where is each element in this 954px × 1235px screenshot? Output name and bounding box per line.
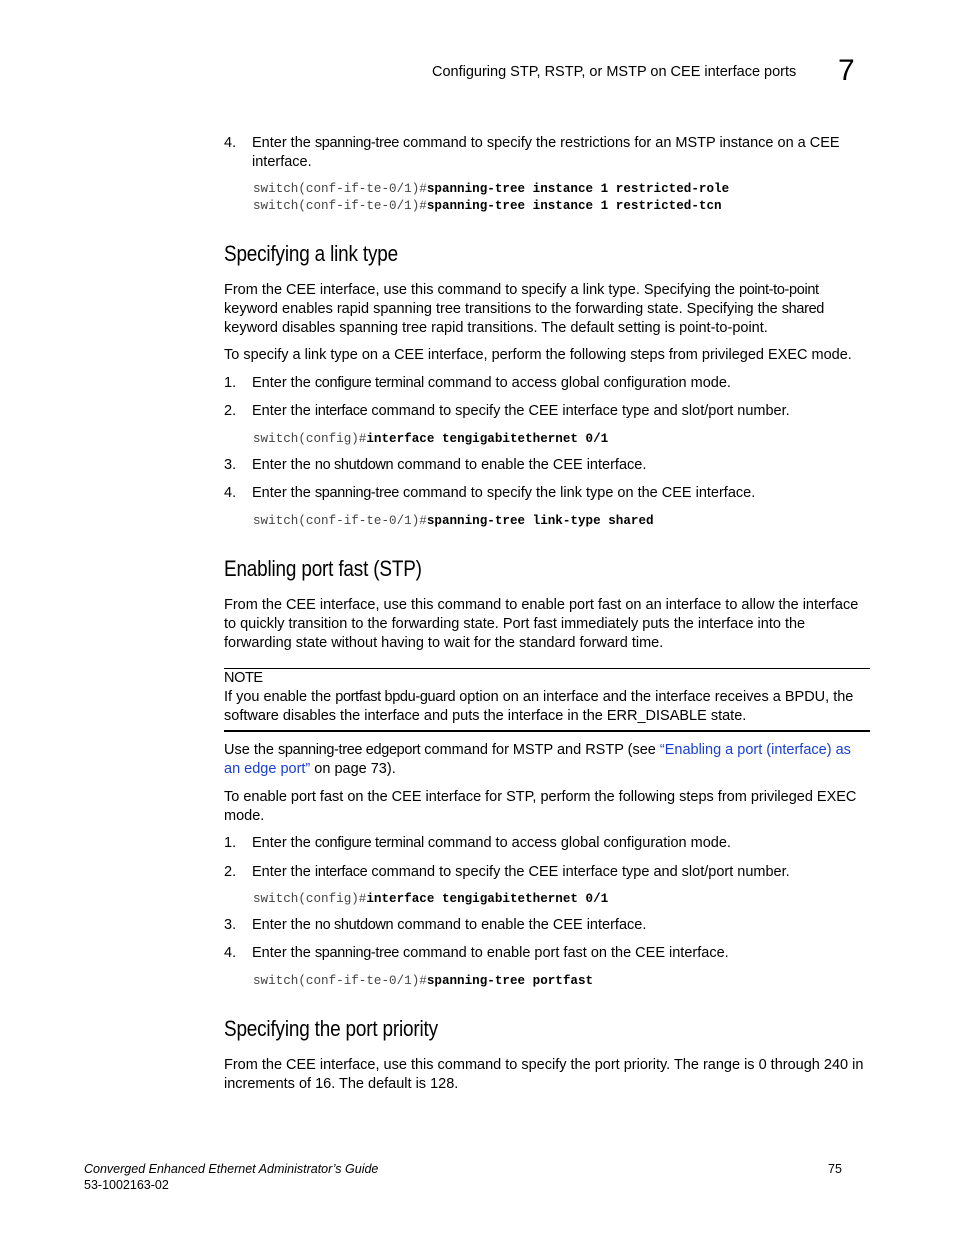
step-text: Enter the no shutdown command to enable the CEE interface. [252,917,647,933]
paragraph: From the CEE interface, use this command to specify a link type. Specifying the point-to-point keyword enables rapid spanning tree transitions to the forwarding state. Specifying the shared keyword disables spanning tree rapid transitions. The default setting is point-to-point. [224,282,825,336]
cross-reference-link[interactable]: “Enabling a port (interface) as an edge port” [224,742,851,777]
step-number: 1. [224,375,237,391]
code-block [253,973,593,990]
step-text: Enter the no shutdown command to enable the CEE interface. [252,457,647,473]
step-item [224,456,870,475]
step-number: 4. [224,135,237,151]
code-block [253,891,608,908]
code-line: switch(conf-if-te-0/1)#spanning-tree instance 1 restricted-tcn [253,199,722,213]
code-line: switch(config)#interface tengigabitethernet 0/1 [253,432,609,446]
command-keyword: spanning-tree [314,135,399,151]
command-keyword: spanning-tree [314,485,399,501]
step-text: Enter the spanning-tree command to specify the restrictions for an MSTP instance on a CEE interface. [252,135,840,170]
code-line: switch(conf-if-te-0/1)#spanning-tree link-type shared [253,514,654,528]
section-heading: Specifying a link type [224,241,398,266]
command-keyword: configure terminal [314,835,424,851]
step-item [224,944,870,963]
step-text: Enter the interface command to specify the CEE interface type and slot/port number. [252,403,790,419]
code-line: switch(conf-if-te-0/1)#spanning-tree portfast [253,974,594,988]
section-heading: Specifying the port priority [224,1016,438,1041]
step-text: Enter the interface command to specify the CEE interface type and slot/port number. [252,864,790,880]
code-block [253,431,608,448]
footer-page-number: 75 [828,1162,842,1176]
paragraph: To specify a link type on a CEE interface, perform the following steps from privileged EXEC mode. [224,347,852,363]
chapter-number: 7 [838,54,855,87]
command-keyword: no shutdown [314,457,394,473]
paragraph: To enable port fast on the CEE interface for STP, perform the following steps from privileged EXEC mode. [224,789,857,824]
step-text: Enter the spanning-tree command to specify the link type on the CEE interface. [252,485,756,501]
step-text: Enter the spanning-tree command to enable port fast on the CEE interface. [252,945,729,961]
note-label: NOTE [224,670,263,686]
section-heading: Enabling port fast (STP) [224,556,422,581]
step-number: 3. [224,917,237,933]
command-keyword: interface [314,864,368,880]
step-number: 4. [224,485,237,501]
command-keyword: no shutdown [314,917,394,933]
step-text: Enter the configure terminal command to access global configuration mode. [252,375,731,391]
command-keyword: portfast bpdu-guard [335,689,456,705]
step-number: 4. [224,945,237,961]
command-keyword: point-to-point [738,282,819,298]
step-number: 2. [224,864,237,880]
command-keyword: interface [314,403,368,419]
paragraph: From the CEE interface, use this command to enable port fast on an interface to allow the interface to quickly transition to the forwarding state. Port fast immediately puts the interface into the forwarding state without having to wait for the standard forward time. [224,597,859,651]
step-text: Enter the configure terminal command to access global configuration mode. [252,835,731,851]
step-number: 1. [224,835,237,851]
step-item [224,402,870,421]
code-line: switch(conf-if-te-0/1)#spanning-tree instance 1 restricted-role [253,182,730,196]
code-line: switch(config)#interface tengigabitethernet 0/1 [253,892,609,906]
footer-title: Converged Enhanced Ethernet Administrator’s Guide [84,1162,379,1176]
step-number: 3. [224,457,237,473]
note-top-rule [224,668,870,669]
paragraph: Use the spanning-tree edgeport command for MSTP and RSTP (see “Enabling a port (interface) as an edge port” on page 73). [224,742,851,777]
command-keyword: configure terminal [314,375,424,391]
step-item [224,374,870,393]
code-block [253,513,654,530]
step-item [224,916,870,935]
note-text: If you enable the portfast bpdu-guard option on an interface and the interface receives a BPDU, the software disables the interface and puts the interface in the ERR_DISABLE state. [224,689,854,724]
command-keyword: spanning-tree edgeport [278,742,421,758]
command-keyword: spanning-tree [314,945,399,961]
step-number: 2. [224,403,237,419]
command-keyword: shared [781,300,825,317]
running-header-title: Configuring STP, RSTP, or MSTP on CEE interface ports [432,64,797,80]
step-item [224,863,870,882]
step-item [224,484,870,503]
note-bottom-rule [224,730,870,732]
step-item [224,834,870,853]
paragraph: From the CEE interface, use this command to specify the port priority. The range is 0 through 240 in increments of 16. The default is 128. [224,1057,864,1092]
step-item [224,134,870,172]
footer-doc-number: 53-1002163-02 [84,1178,169,1192]
code-block [253,181,729,215]
